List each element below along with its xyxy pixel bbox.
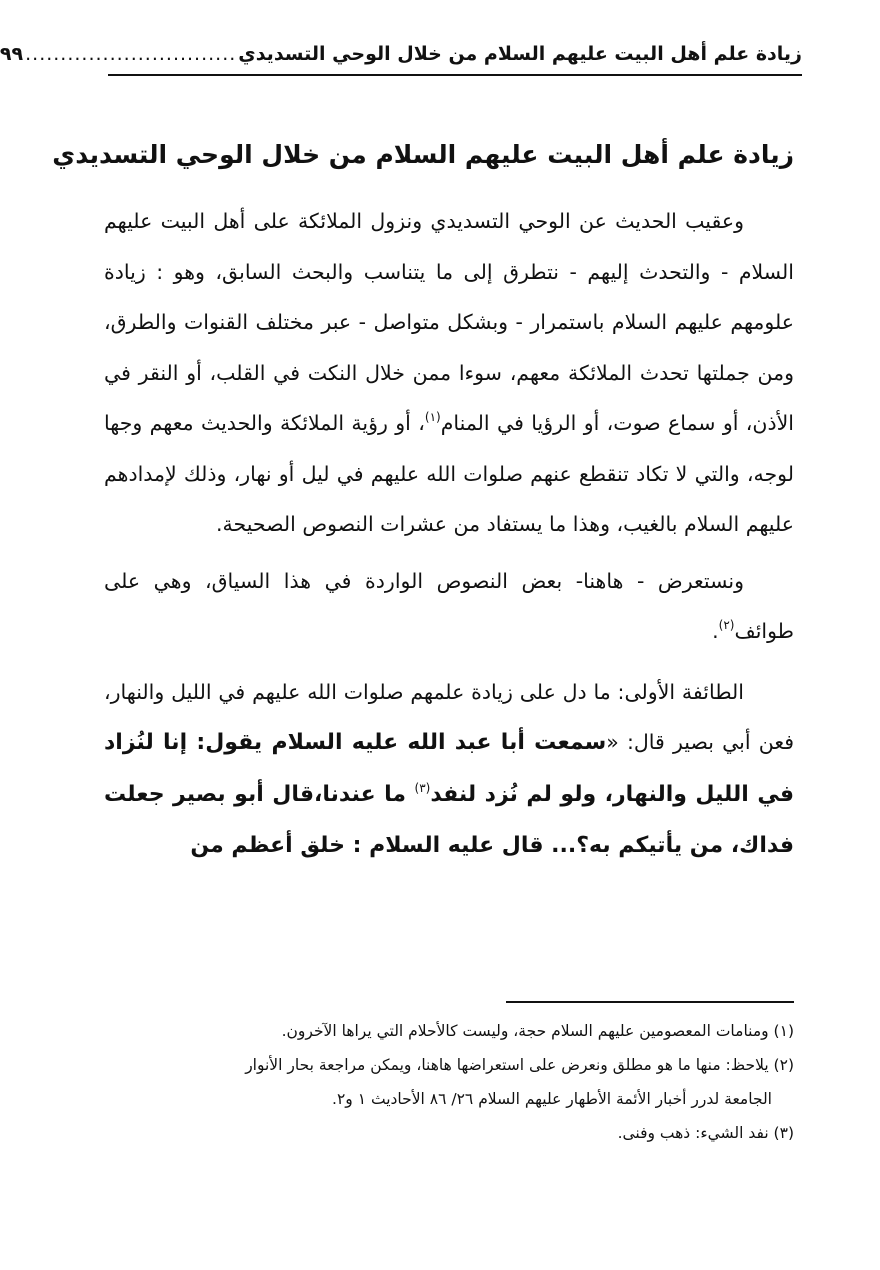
section-heading: زيادة علم أهل البيت عليهم السلام من خلال الوحي التسديدي xyxy=(52,140,794,169)
paragraph-1-text-a: وعقيب الحديث عن الوحي التسديدي ونزول الملائكة على أهل البيت عليهم السلام - والتحدث إليهم - نتطرق إلى ما يتناسب والبحث السابق، وهو : زيادة علومهم عليهم السلام باستمرار - وبشكل متواصل - عبر مختلف القنوات والطرق، ومن جملتها تحدث الملائكة معهم، سوءا ممن خلال النكت في القلب، أو النقر في الأذن، أو سماع صوت، أو الرؤيا في المنام xyxy=(104,209,794,435)
footnote-1: (١) ومنامات المعصومين عليهم السلام حجة، وليست كالأحلام التي يراها الآخرون. xyxy=(281,1022,794,1040)
paragraph-1 xyxy=(104,196,794,550)
paragraph-3 xyxy=(104,667,794,872)
paragraph-2-text-b: . xyxy=(712,619,719,643)
footnote-ref-2[interactable]: (٢) xyxy=(718,618,735,632)
footnote-2: (٢) يلاحظ: منها ما هو مطلق ونعرض على استعراضها هاهنا، ويمكن مراجعة بحار الأنوار xyxy=(245,1056,794,1074)
page-number: ٩٩ xyxy=(0,43,24,65)
running-header-title: زيادة علم أهل البيت عليهم السلام من خلال الوحي التسديدي xyxy=(238,43,802,65)
footnote-separator xyxy=(506,1001,794,1003)
paragraph-1-text-b: ، أو رؤية الملائكة والحديث معهم وجها لوجه، والتي لا تكاد تنقطع عنهم صلوات الله عليهم في ليل أو نهار، وذلك لإمدادهم عليهم السلام بالغيب، وهذا ما يستفاد من عشرات النصوص الصحيحة. xyxy=(104,411,794,536)
hadith-quote-a: سمعت أبا عبد الله عليه السلام يقول: إنا لنُزاد في الليل والنهار، ولو لم نُزد لنفد xyxy=(104,730,794,807)
paragraph-3-intro: الطائفة الأولى: ما دل على زيادة علمهم صلوات الله عليهم في الليل والنهار، فعن أبي بصير قال: « xyxy=(104,679,795,754)
running-header-leader-dots: .............................. xyxy=(25,43,237,65)
footnote-3: (٣) نفد الشيء: ذهب وفنى. xyxy=(617,1124,794,1142)
paragraph-2-text-a: ونستعرض - هاهنا- بعض النصوص الواردة في هذا السياق، وهي على طوائف xyxy=(104,568,794,643)
footnote-ref-1[interactable]: (١) xyxy=(424,410,441,424)
paragraph-2 xyxy=(104,556,794,657)
footnote-2-continued: الجامعة لدرر أخبار الأئمة الأطهار عليهم السلام ٢٦/ ٨٦ الأحاديث ١ و٢. xyxy=(332,1090,772,1108)
running-header xyxy=(0,34,802,76)
footnotes xyxy=(104,1014,794,1150)
hadith-quote-b: ما عندنا،قال أبو بصير جعلت فداك، من يأتيكم به؟... قال عليه السلام : خلق أعظم من xyxy=(104,781,794,858)
body-text xyxy=(104,196,794,872)
footnote-ref-3[interactable]: (٣) xyxy=(414,780,431,795)
